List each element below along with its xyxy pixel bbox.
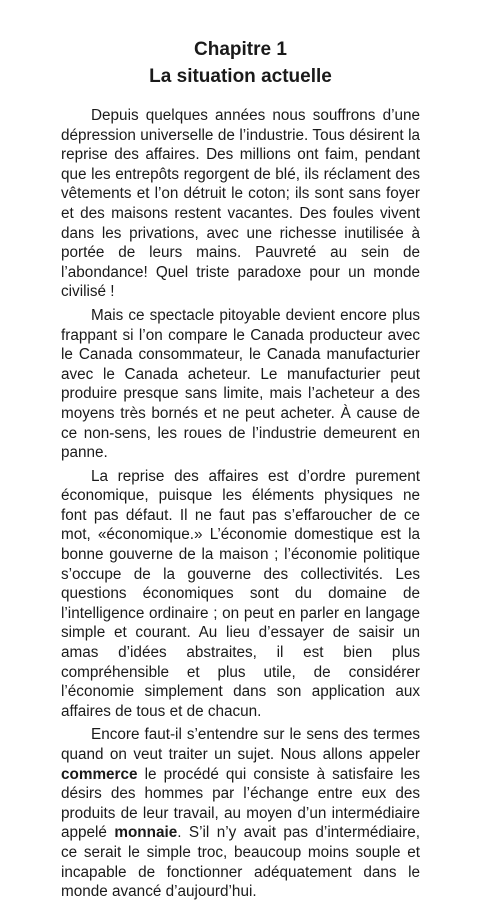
chapter-heading (61, 36, 420, 90)
chapter-number: Chapitre 1 (194, 39, 287, 60)
chapter-title: La situation actuelle (149, 66, 332, 87)
paragraph-4-text-part-3: . S’il n’y avait pas d’intermédiaire, ce serait le simple troc, beaucoup moins souple et incapable de fonctionner adéquatement dans le monde avancé d’aujourd’hui. (61, 824, 420, 901)
bold-term-commerce: commerce (61, 765, 138, 783)
paragraph-4-text-part-2: le procédé qui consiste à satisfaire les désirs des hommes par l’échange entre eux des produits de leur travail, au moyen d’un intermédiaire appelé (61, 765, 420, 842)
paragraph-4-text-part-1: Encore faut-il s’entendre sur le sens des termes quand on veut traiter un sujet. Nous allons appeler (61, 726, 420, 763)
paragraph-1: Depuis quelques années nous souffrons d’une dépression universelle de l’industrie. Tous désirent la reprise des affaires. Des millions ont faim, pendant que les entrepôts regorgent de blé, ils réclament des vêtements et l’on détruit le coton; ils sont sans foyer et des maisons restent vacantes. Des foules vivent dans les privations, avec une richesse inutilisée à portée de leurs mains. Pauvreté au sein de l’abondance! Quel triste paradoxe pour un monde civilisé ! (61, 107, 420, 301)
paragraph-3: La reprise des affaires est d’ordre purement économique, puisque les éléments physiques ne font pas défaut. Il ne faut pas s’effaroucher de ce mot, «économique.» L’économie domestique est la bonne gouverne de la maison ; l’économie politique s’occupe de la gouverne des collectivités. Les questions économiques sont du domaine de l’intelligence ordinaire ; on peut en parler en langage simple et courant. Au lieu d’essayer de saisir un amas d’idées abstraites, il est bien plus compréhensible et plus utile, de considérer l’économie simplement dans son application aux affaires de tous et de chacun. (61, 467, 420, 720)
paragraph-2: Mais ce spectacle pitoyable devient encore plus frappant si l’on compare le Canada producteur avec le Canada consommateur, le Canada manufacturier avec le Canada acheteur. Le manufacturier peut produire presque sans limite, mais l’acheteur a des moyens très bornés et ne peut acheter. À cause de ce non-sens, les roues de l’industrie demeurent en panne. (61, 306, 420, 462)
bold-term-monnaie: monnaie (114, 824, 178, 842)
paragraph-4 (61, 725, 420, 901)
